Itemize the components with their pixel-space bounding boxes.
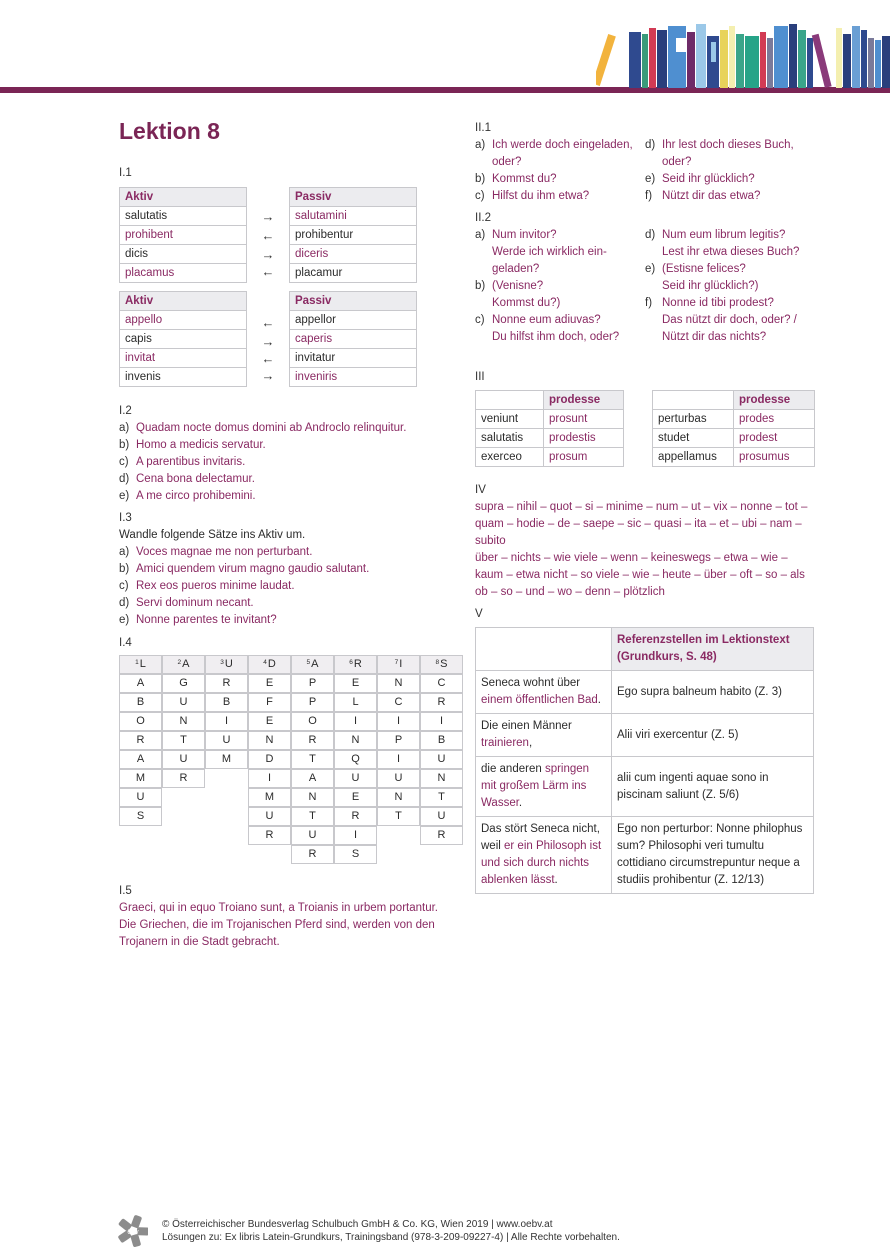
ii1-list-left bbox=[475, 137, 633, 205]
header-line: (Grundkurs, S. 48) bbox=[617, 651, 717, 663]
text-run: einem öffentlichen Bad bbox=[481, 694, 598, 706]
german-translation-line: Die Griechen, die im Trojanischen Pferd sind, werden von den bbox=[119, 919, 435, 931]
copyright-line: © Österreichischer Bundesverlag Schulbuch GmbH & Co. KG, Wien 2019 | www.oebv.at bbox=[162, 1219, 553, 1230]
table-cell: perturbas bbox=[653, 410, 734, 429]
table-cell bbox=[476, 757, 612, 817]
list-item bbox=[475, 261, 619, 278]
crossword-cell: M bbox=[205, 750, 248, 769]
column-header: prodesse bbox=[734, 391, 815, 410]
table-cell: invitatur bbox=[290, 349, 417, 368]
crossword-cell: R bbox=[420, 826, 463, 845]
crossword-cell: U bbox=[162, 693, 205, 712]
arrow-left-icon: ← bbox=[261, 228, 275, 243]
list-item bbox=[645, 261, 799, 278]
item-label: e) bbox=[119, 614, 130, 626]
cell-letter: I bbox=[399, 658, 403, 670]
header-line: Referenzstellen im Lektionstext bbox=[617, 634, 790, 646]
text-run: . bbox=[554, 874, 558, 886]
oebv-logo-icon bbox=[118, 1215, 148, 1247]
crossword-cell: M bbox=[248, 788, 291, 807]
table-cell: inveniris bbox=[290, 368, 417, 387]
table-cell: veniunt bbox=[476, 410, 544, 429]
item-label: b) bbox=[475, 173, 486, 185]
list-item bbox=[119, 612, 369, 629]
item-label: d) bbox=[645, 139, 656, 151]
table-cell: salutatis bbox=[476, 429, 544, 448]
column-header: Passiv bbox=[290, 188, 417, 207]
table-cell: salutamini bbox=[290, 207, 417, 226]
section-label-i4: I.4 bbox=[119, 637, 132, 649]
section-label-ii1: II.1 bbox=[475, 122, 491, 134]
crossword-header-cell bbox=[420, 655, 463, 674]
crossword-cell: R bbox=[119, 731, 162, 750]
item-text: Ich werde doch eingeladen, bbox=[492, 139, 633, 151]
item-label: f) bbox=[645, 190, 653, 202]
crossword-cell: I bbox=[377, 712, 420, 731]
crossword-cell: M bbox=[119, 769, 162, 788]
list-item bbox=[119, 437, 406, 454]
page-title: Lektion 8 bbox=[119, 118, 220, 144]
item-label: d) bbox=[645, 229, 656, 241]
item-text: Kommst du?) bbox=[492, 297, 561, 309]
crossword-cell: U bbox=[291, 826, 334, 845]
list-item bbox=[119, 488, 406, 505]
table-cell: salutatis bbox=[120, 207, 247, 226]
item-label: e) bbox=[119, 490, 130, 502]
crossword-cell: E bbox=[334, 788, 377, 807]
table-cell: Alii viri exercentur (Z. 5) bbox=[612, 714, 814, 757]
item-text: Rex eos pueros minime laudat. bbox=[136, 580, 295, 592]
list-item bbox=[645, 329, 799, 346]
clue-number: 6 bbox=[349, 659, 353, 666]
crossword-cell: E bbox=[248, 674, 291, 693]
crossword-cell: I bbox=[334, 826, 377, 845]
clue-number: 1 bbox=[135, 659, 139, 666]
item-text: Nützt dir das etwa? bbox=[662, 190, 761, 202]
table-cell: Ego supra balneum habito (Z. 3) bbox=[612, 671, 814, 714]
crossword-cell: S bbox=[334, 845, 377, 864]
list-item bbox=[119, 561, 369, 578]
item-text: (Estisne felices? bbox=[662, 263, 746, 275]
table-cell bbox=[476, 714, 612, 757]
crossword-cell: R bbox=[420, 693, 463, 712]
section-label-iii: III bbox=[475, 371, 485, 383]
text-run: Seneca wohnt über bbox=[481, 677, 581, 689]
i2-list bbox=[119, 420, 406, 505]
list-item bbox=[475, 278, 619, 295]
item-text: Cena bona delectamur. bbox=[136, 473, 255, 485]
clue-number: 7 bbox=[394, 659, 399, 666]
table-cell: prosunt bbox=[544, 410, 624, 429]
table-cell: prosum bbox=[544, 448, 624, 467]
empty-header bbox=[476, 391, 544, 410]
cell-letter: L bbox=[139, 658, 146, 670]
table-cell: appello bbox=[120, 311, 247, 330]
table-cell bbox=[612, 817, 814, 894]
crossword-cell: U bbox=[248, 807, 291, 826]
text-run: er ein Philosoph ist und sich durch nichts ablenken lässt bbox=[481, 840, 602, 886]
clue-number: 5 bbox=[306, 659, 311, 666]
cell-letter: R bbox=[353, 658, 362, 670]
german-word-line: kaum – etwa nicht – so viele – wie – heute – über – oft – so – als bbox=[475, 569, 805, 581]
crossword-cell: P bbox=[377, 731, 420, 750]
crossword-cell: T bbox=[291, 807, 334, 826]
item-text: oder? bbox=[662, 156, 692, 168]
german-translation-line: Trojanern in die Stadt gebracht. bbox=[119, 936, 280, 948]
list-item bbox=[475, 154, 633, 171]
crossword-cell: B bbox=[205, 693, 248, 712]
list-item bbox=[645, 154, 794, 171]
list-item bbox=[645, 188, 794, 205]
list-item bbox=[645, 278, 799, 295]
crossword-cell: R bbox=[334, 807, 377, 826]
item-label: d) bbox=[119, 473, 130, 485]
table-cell: prohibentur bbox=[290, 226, 417, 245]
item-text: Homo a medicis servatur. bbox=[136, 439, 266, 451]
item-text: Servi dominum necant. bbox=[136, 597, 254, 609]
i3-list bbox=[119, 527, 369, 629]
crossword-cell: I bbox=[205, 712, 248, 731]
arrow-right-icon: → bbox=[261, 209, 275, 224]
crossword-cell: A bbox=[119, 674, 162, 693]
crossword-cell: U bbox=[377, 769, 420, 788]
text-run: springen mit großem Lärm ins Wasser bbox=[481, 763, 590, 809]
crossword-cell: N bbox=[291, 788, 334, 807]
table-cell: dicis bbox=[120, 245, 247, 264]
crossword-cell: C bbox=[420, 674, 463, 693]
crossword-cell: A bbox=[119, 750, 162, 769]
list-item bbox=[645, 312, 799, 329]
item-label: e) bbox=[645, 173, 656, 185]
item-text: Nützt dir das nichts? bbox=[662, 331, 767, 343]
ii1-list-right bbox=[645, 137, 794, 205]
cell-letter: D bbox=[267, 658, 276, 670]
german-word-line: ob – so – und – wo – denn – plötzlich bbox=[475, 586, 665, 598]
item-label: c) bbox=[119, 456, 129, 468]
crossword-cell: O bbox=[291, 712, 334, 731]
crossword-cell: N bbox=[377, 788, 420, 807]
cell-line: cottidiano circumstrepuntur neque a bbox=[617, 857, 800, 869]
cell-line: sum? Philosophi veri tumultu bbox=[617, 840, 765, 852]
crossword-header-cell bbox=[377, 655, 420, 674]
item-text: Du hilfst ihm doch, oder? bbox=[492, 331, 620, 343]
latin-word-line: subito bbox=[475, 535, 506, 547]
crossword-header-cell bbox=[205, 655, 248, 674]
crossword-cell: R bbox=[291, 731, 334, 750]
table-cell bbox=[476, 671, 612, 714]
list-item bbox=[475, 137, 633, 154]
empty-header bbox=[476, 628, 612, 671]
crossword-cell: Q bbox=[334, 750, 377, 769]
item-text: Nonne parentes te invitant? bbox=[136, 614, 277, 626]
list-item bbox=[475, 244, 619, 261]
item-label: a) bbox=[475, 139, 486, 151]
list-item bbox=[119, 471, 406, 488]
empty-header bbox=[653, 391, 734, 410]
cell-line: Ego non perturbor: Nonne philophus bbox=[617, 823, 803, 835]
logo-text: öbv bbox=[127, 1229, 139, 1236]
table-cell: placamur bbox=[290, 264, 417, 283]
arrow-left-icon: ← bbox=[261, 351, 275, 366]
column-header: Aktiv bbox=[120, 188, 247, 207]
item-text: Das nützt dir doch, oder? / bbox=[662, 314, 797, 326]
table-cell: diceris bbox=[290, 245, 417, 264]
cell-letter: S bbox=[440, 658, 448, 670]
crossword-cell: R bbox=[248, 826, 291, 845]
instruction: Wandle folgende Sätze ins Aktiv um. bbox=[119, 529, 306, 541]
section-label-v: V bbox=[475, 608, 483, 620]
clue-number: 4 bbox=[263, 659, 267, 666]
cell-letter: U bbox=[224, 658, 233, 670]
table-cell: studet bbox=[653, 429, 734, 448]
german-word-line: über – nichts – wie viele – wenn – keineswegs – etwa – wie – bbox=[475, 552, 788, 564]
column-header: Aktiv bbox=[120, 292, 247, 311]
item-text: Voces magnae me non perturbant. bbox=[136, 546, 313, 558]
item-text: (Venisne? bbox=[492, 280, 544, 292]
section-label-i5: I.5 bbox=[119, 885, 132, 897]
item-text: Amici quendem virum magno gaudio salutant. bbox=[136, 563, 370, 575]
crossword-cell: G bbox=[162, 674, 205, 693]
crossword-cell: C bbox=[377, 693, 420, 712]
crossword-header-cell bbox=[291, 655, 334, 674]
text-run: , bbox=[528, 737, 533, 749]
cell-line: alii cum ingenti aquae sono in bbox=[617, 771, 769, 784]
crossword-cell: L bbox=[334, 693, 377, 712]
table-cell: prodestis bbox=[544, 429, 624, 448]
crossword-cell: R bbox=[162, 769, 205, 788]
crossword-cell: E bbox=[334, 674, 377, 693]
crossword-cell: U bbox=[205, 731, 248, 750]
list-item bbox=[119, 595, 369, 612]
source-line: Lösungen zu: Ex libris Latein-Grundkurs, Trainingsband (978-3-209-09227-4) | Alle Rechte vorbehalten. bbox=[162, 1232, 620, 1243]
list-item bbox=[119, 454, 406, 471]
iv-text bbox=[475, 499, 807, 601]
table-cell: invitat bbox=[120, 349, 247, 368]
list-item bbox=[475, 312, 619, 329]
item-text: Num invitor? bbox=[492, 229, 557, 241]
item-label: e) bbox=[645, 263, 656, 275]
item-label: b) bbox=[119, 439, 130, 451]
item-text: Seid ihr glücklich?) bbox=[662, 280, 759, 292]
column-header: prodesse bbox=[544, 391, 624, 410]
item-label: f) bbox=[645, 297, 653, 309]
crossword-cell: P bbox=[291, 693, 334, 712]
crossword-cell: R bbox=[205, 674, 248, 693]
crossword-cell: I bbox=[248, 769, 291, 788]
item-text: Hilfst du ihm etwa? bbox=[492, 190, 590, 202]
i1-table1-aktiv bbox=[119, 187, 247, 283]
item-text: Lest ihr etwa dieses Buch? bbox=[662, 246, 800, 258]
item-label: b) bbox=[119, 563, 130, 575]
crossword-cell: F bbox=[248, 693, 291, 712]
latin-word-line: supra – nihil – quot – si – minime – num – ut – vix – nonne – tot – bbox=[475, 501, 808, 513]
section-label-ii2: II.2 bbox=[475, 212, 491, 224]
crossword-cell: T bbox=[291, 750, 334, 769]
cell-letter: A bbox=[182, 658, 190, 670]
crossword-header-cell bbox=[162, 655, 205, 674]
text-run: die anderen bbox=[481, 763, 545, 775]
crossword-cell: T bbox=[420, 788, 463, 807]
item-text: Quadam nocte domus domini ab Androclo relinquitur. bbox=[136, 422, 407, 434]
item-label: a) bbox=[119, 546, 130, 558]
table-cell bbox=[476, 817, 612, 894]
item-text: Kommst du? bbox=[492, 173, 557, 185]
table-cell: caperis bbox=[290, 330, 417, 349]
crossword-cell: I bbox=[334, 712, 377, 731]
crossword-cell: U bbox=[334, 769, 377, 788]
item-label: c) bbox=[475, 314, 485, 326]
item-label: a) bbox=[119, 422, 130, 434]
section-label-iv: IV bbox=[475, 484, 486, 496]
crossword-cell: O bbox=[119, 712, 162, 731]
list-item bbox=[119, 578, 369, 595]
item-label: a) bbox=[475, 229, 486, 241]
item-text: Ihr lest doch dieses Buch, bbox=[662, 139, 794, 151]
item-text: Nonne id tibi prodest? bbox=[662, 297, 774, 309]
books-illustration bbox=[596, 20, 890, 88]
i5-text bbox=[119, 900, 438, 951]
crossword-cell: U bbox=[162, 750, 205, 769]
crossword-cell: N bbox=[334, 731, 377, 750]
item-label: b) bbox=[475, 280, 486, 292]
item-label: c) bbox=[119, 580, 129, 592]
crossword-cell: P bbox=[291, 674, 334, 693]
table-cell: placamus bbox=[120, 264, 247, 283]
list-item bbox=[645, 137, 794, 154]
arrow-right-icon: → bbox=[261, 368, 275, 383]
table-cell: prodest bbox=[734, 429, 815, 448]
crossword-header-cell bbox=[248, 655, 291, 674]
table-cell: prohibent bbox=[120, 226, 247, 245]
list-item bbox=[645, 244, 799, 261]
crossword-cell: I bbox=[420, 712, 463, 731]
list-item bbox=[645, 227, 799, 244]
item-text: A me circo prohibemini. bbox=[136, 490, 256, 502]
v-table bbox=[475, 627, 814, 894]
crossword-cell: R bbox=[291, 845, 334, 864]
latin-sentence: Graeci, qui in equo Troiano sunt, a Troianis in urbem portantur. bbox=[119, 902, 438, 914]
i1-table2-passiv bbox=[289, 291, 417, 387]
crossword-cell: I bbox=[377, 750, 420, 769]
iii-table-right bbox=[652, 390, 815, 467]
section-label-i1: I.1 bbox=[119, 167, 132, 179]
column-header: Passiv bbox=[290, 292, 417, 311]
item-label: d) bbox=[119, 597, 130, 609]
arrow-right-icon: → bbox=[261, 334, 275, 349]
crossword-cell: B bbox=[119, 693, 162, 712]
item-text: Num eum librum legitis? bbox=[662, 229, 786, 241]
text-run: . bbox=[597, 694, 601, 706]
list-item bbox=[119, 544, 369, 561]
text-run: Die einen Männer bbox=[481, 720, 572, 732]
crossword-cell: D bbox=[248, 750, 291, 769]
i1-table1-passiv bbox=[289, 187, 417, 283]
item-text: Werde ich wirklich ein- bbox=[492, 246, 607, 258]
latin-word-line: quam – hodie – de – saepe – sic – quasi – ita – et – ubi – nam – bbox=[475, 518, 802, 530]
crossword-header-cell bbox=[119, 655, 162, 674]
crossword-cell: B bbox=[420, 731, 463, 750]
list-item bbox=[119, 420, 406, 437]
table-cell: invenis bbox=[120, 368, 247, 387]
column-header bbox=[612, 628, 814, 671]
text-run: . bbox=[518, 797, 523, 809]
crossword-cell: N bbox=[248, 731, 291, 750]
item-text: Seid ihr glücklich? bbox=[662, 173, 755, 185]
section-label-i2: I.2 bbox=[119, 405, 132, 417]
ii2-list-right bbox=[645, 227, 799, 346]
arrow-left-icon: ← bbox=[261, 264, 275, 279]
item-text: oder? bbox=[492, 156, 522, 168]
clue-number: 8 bbox=[435, 659, 440, 666]
crossword-cell: U bbox=[420, 750, 463, 769]
crossword-cell: E bbox=[248, 712, 291, 731]
crossword-cell: S bbox=[119, 807, 162, 826]
crossword-cell: T bbox=[377, 807, 420, 826]
list-item bbox=[645, 171, 794, 188]
item-label: c) bbox=[475, 190, 485, 202]
crossword-cell: U bbox=[119, 788, 162, 807]
crossword-cell: N bbox=[162, 712, 205, 731]
crossword-header-cell bbox=[334, 655, 377, 674]
table-cell: exerceo bbox=[476, 448, 544, 467]
table-cell: prodes bbox=[734, 410, 815, 429]
text-run: trainieren bbox=[481, 737, 529, 749]
clue-number: 2 bbox=[177, 659, 182, 666]
item-text: Nonne eum adiuvas? bbox=[492, 314, 601, 326]
arrow-left-icon: ← bbox=[261, 315, 275, 330]
list-item bbox=[475, 227, 619, 244]
cell-letter: A bbox=[311, 658, 319, 670]
crossword-cell: A bbox=[291, 769, 334, 788]
crossword-cell: N bbox=[420, 769, 463, 788]
table-cell: appellor bbox=[290, 311, 417, 330]
item-text: geladen? bbox=[492, 263, 540, 275]
footer bbox=[162, 1218, 620, 1244]
clue-number: 3 bbox=[220, 659, 224, 666]
table-cell: prosumus bbox=[734, 448, 815, 467]
list-item bbox=[475, 329, 619, 346]
i1-table2-aktiv bbox=[119, 291, 247, 387]
text-run: Das stört Seneca nicht, weil bbox=[481, 823, 600, 852]
crossword-cell: U bbox=[420, 807, 463, 826]
section-label-i3: I.3 bbox=[119, 512, 132, 524]
crossword-cell: T bbox=[162, 731, 205, 750]
list-item bbox=[475, 171, 633, 188]
table-cell: capis bbox=[120, 330, 247, 349]
item-text: A parentibus invitaris. bbox=[136, 456, 246, 468]
cell-line: piscinam saliunt (Z. 5/6) bbox=[617, 788, 740, 801]
list-item bbox=[475, 295, 619, 312]
iii-table-left bbox=[475, 390, 624, 467]
list-item bbox=[645, 295, 799, 312]
table-cell: appellamus bbox=[653, 448, 734, 467]
table-cell bbox=[612, 757, 814, 817]
ii2-list-left bbox=[475, 227, 619, 346]
arrow-right-icon: → bbox=[261, 247, 275, 262]
cell-line: studiis prohibentur (Z. 12/13) bbox=[617, 874, 765, 886]
crossword-cell: N bbox=[377, 674, 420, 693]
list-item bbox=[475, 188, 633, 205]
